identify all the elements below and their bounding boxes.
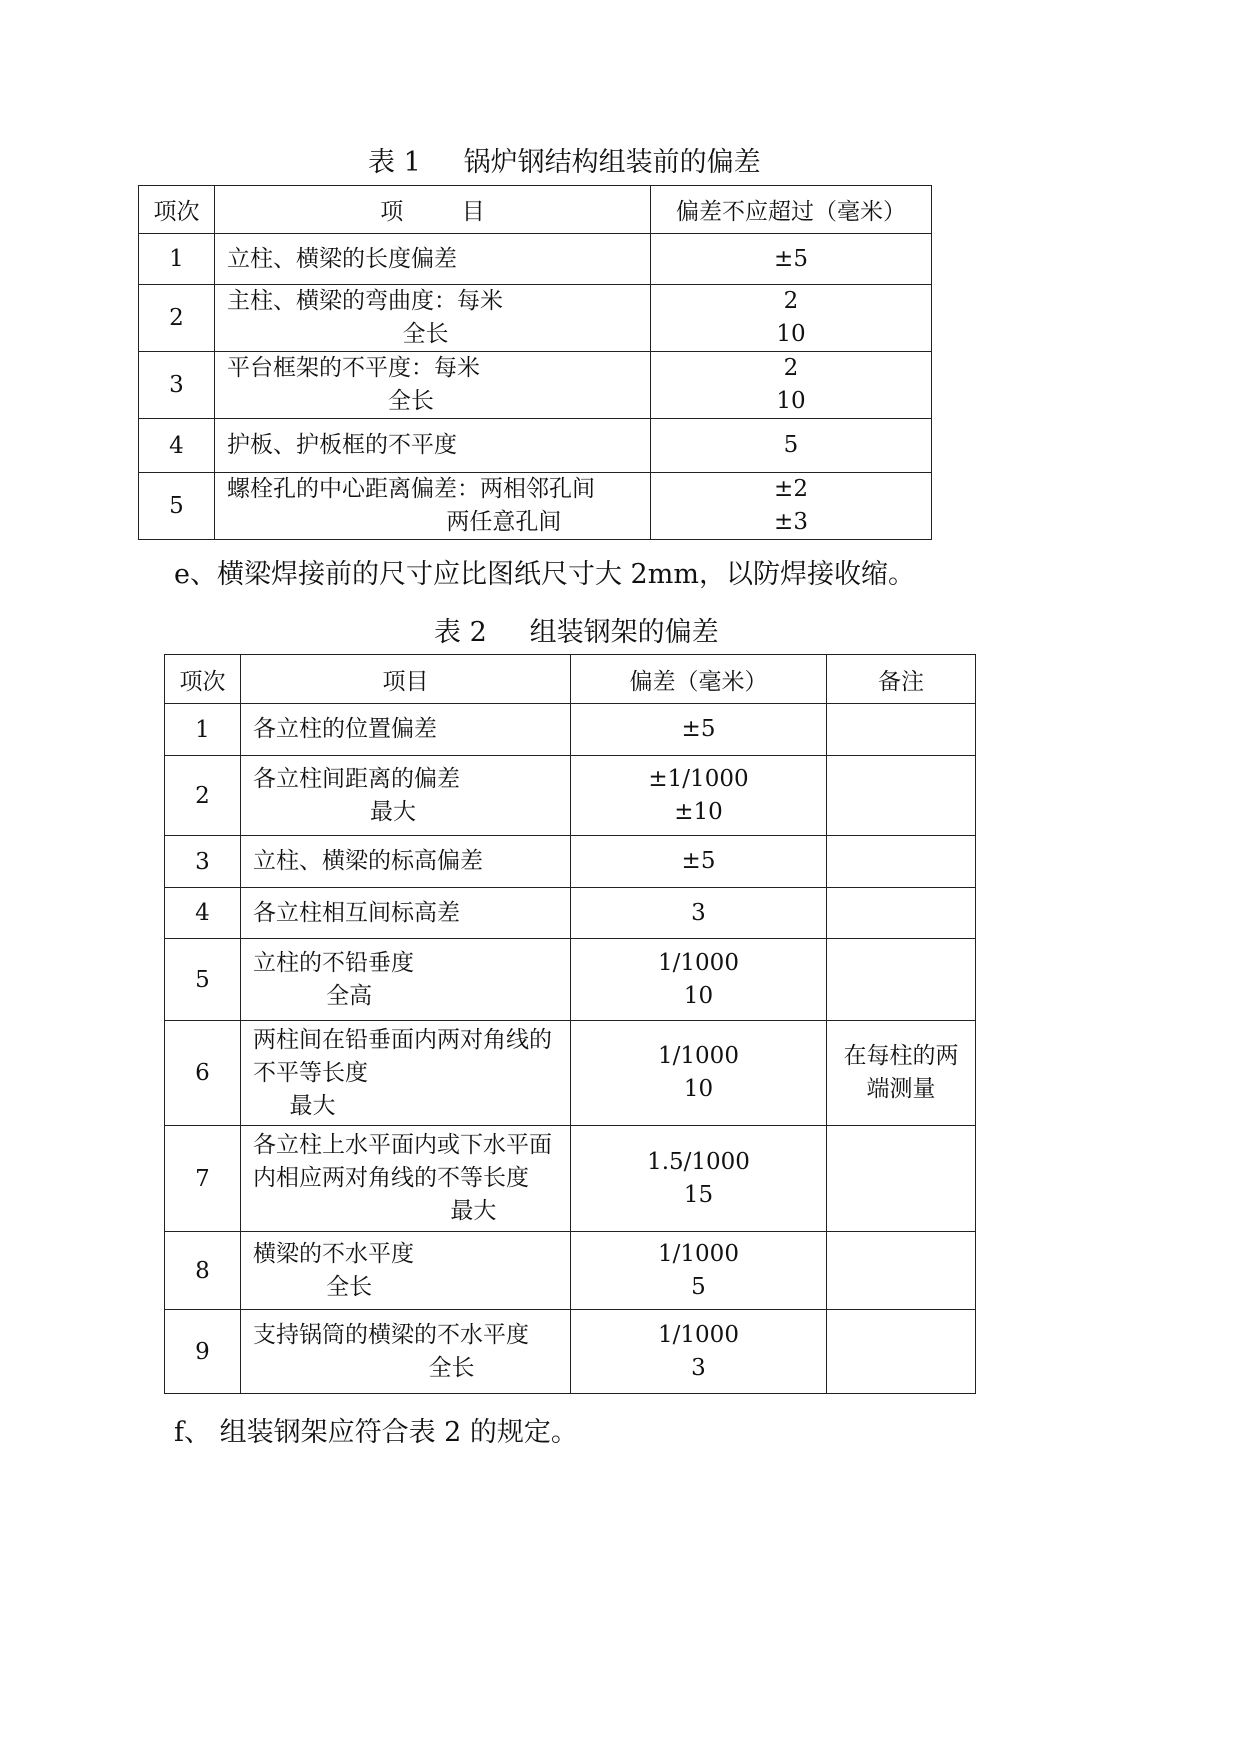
table1-row-number: 3 bbox=[139, 352, 215, 419]
table1-row-deviation bbox=[651, 285, 932, 352]
table2-row-deviation bbox=[571, 939, 827, 1021]
table2-row-note-line: 在每柱的两 bbox=[843, 1043, 959, 1069]
table2-caption: 表 2 组装钢架的偏差 bbox=[434, 617, 719, 648]
table1-header-no: 项次 bbox=[139, 186, 215, 234]
table2-row-deviation-line: ±10 bbox=[674, 798, 723, 825]
table2-row-deviation bbox=[571, 888, 827, 939]
table2-row bbox=[165, 1021, 976, 1126]
table1-row-deviation bbox=[651, 473, 932, 540]
table2-row bbox=[165, 939, 976, 1021]
table2-row-item-line: 内相应两对角线的不等长度 bbox=[253, 1165, 529, 1191]
table1-row-deviation-line: 5 bbox=[783, 432, 799, 458]
table2-row-item-line: 全高 bbox=[253, 982, 373, 1009]
table2-row bbox=[165, 1232, 976, 1310]
table2-row-number: 3 bbox=[165, 836, 241, 888]
table2-row-deviation-line: ±5 bbox=[681, 716, 716, 742]
table1-row-deviation bbox=[651, 352, 932, 419]
table2-row-deviation-line: 1/1000 bbox=[658, 1240, 739, 1267]
table2-row bbox=[165, 836, 976, 888]
table2-header-note: 备注 bbox=[827, 655, 976, 704]
table2-row-number: 8 bbox=[165, 1232, 241, 1310]
table1-row-item-line: 两任意孔间 bbox=[227, 509, 562, 535]
table1-row-number: 2 bbox=[139, 285, 215, 352]
table2-row-item bbox=[241, 1232, 571, 1310]
table2-row-item-line: 最大 bbox=[253, 1198, 497, 1224]
table2-row-deviation-line: 5 bbox=[691, 1273, 706, 1300]
table2-row-deviation-line: ±5 bbox=[681, 848, 716, 874]
table2 bbox=[164, 654, 976, 1394]
table2-row-item-line: 各立柱间距离的偏差 bbox=[253, 765, 460, 792]
table2-row-note bbox=[827, 756, 976, 836]
table2-row-number: 9 bbox=[165, 1310, 241, 1394]
table2-row-note bbox=[827, 888, 976, 939]
table2-row-number: 6 bbox=[165, 1021, 241, 1126]
table2-row-deviation-line: 10 bbox=[683, 982, 714, 1009]
table1-row-number: 5 bbox=[139, 473, 215, 540]
table2-row-note bbox=[827, 836, 976, 888]
table1-row-item-line: 立柱、横梁的长度偏差 bbox=[227, 245, 457, 272]
table2-row-item-line: 最大 bbox=[253, 798, 416, 825]
table1-row-deviation-line: 10 bbox=[776, 388, 806, 414]
table1-row-deviation-line: 2 bbox=[783, 355, 799, 381]
table2-row-item-line: 不平等长度 bbox=[253, 1059, 368, 1086]
table2-row-item bbox=[241, 756, 571, 836]
table2-row-item-line: 各立柱相互间标高差 bbox=[253, 899, 460, 926]
table2-row-item-line: 最大 bbox=[253, 1092, 336, 1119]
table1-row-deviation-line: ±3 bbox=[774, 509, 808, 535]
table1-row-item-line: 护板、护板框的不平度 bbox=[227, 432, 457, 458]
table2-row-note bbox=[827, 1126, 976, 1232]
table1-row-item bbox=[215, 419, 651, 473]
table1-row-item bbox=[215, 285, 651, 352]
table1 bbox=[138, 185, 932, 540]
table2-row-item-line: 各立柱的位置偏差 bbox=[253, 716, 437, 742]
table2-row bbox=[165, 704, 976, 756]
table1-row-item bbox=[215, 352, 651, 419]
table2-row-deviation-line: 15 bbox=[683, 1181, 714, 1208]
table2-row-item bbox=[241, 888, 571, 939]
table2-header-item: 项目 bbox=[241, 655, 571, 704]
table1-caption: 表 1 锅炉钢结构组装前的偏差 bbox=[368, 147, 761, 178]
table2-row-item-line: 全长 bbox=[253, 1354, 475, 1381]
table2-row-item-line: 支持锅筒的横梁的不水平度 bbox=[253, 1321, 529, 1348]
table2-row-item-line: 立柱的不铅垂度 bbox=[253, 949, 414, 976]
table2-row-number: 7 bbox=[165, 1126, 241, 1232]
table2-row-note bbox=[827, 1021, 976, 1126]
table2-header-row bbox=[165, 655, 976, 704]
table1-row-item bbox=[215, 473, 651, 540]
table2-row-note bbox=[827, 1310, 976, 1394]
table1-row bbox=[139, 473, 932, 540]
table2-body bbox=[165, 655, 976, 1394]
table1-row-item bbox=[215, 234, 651, 285]
table2-row bbox=[165, 1126, 976, 1232]
table1-row bbox=[139, 285, 932, 352]
table2-row bbox=[165, 756, 976, 836]
table2-row-note bbox=[827, 704, 976, 756]
table2-row-number: 2 bbox=[165, 756, 241, 836]
table2-row-item bbox=[241, 1310, 571, 1394]
table2-row-deviation-line: ±1/1000 bbox=[648, 765, 749, 792]
table1-row-item-line: 全长 bbox=[227, 388, 434, 414]
table2-row-number: 1 bbox=[165, 704, 241, 756]
table2-header-dev: 偏差（毫米） bbox=[571, 655, 827, 704]
table2-row-deviation bbox=[571, 1021, 827, 1126]
table1-header-row bbox=[139, 186, 932, 234]
table2-row-item bbox=[241, 939, 571, 1021]
table2-row-item bbox=[241, 836, 571, 888]
table2-row-deviation-line: 1/1000 bbox=[658, 949, 739, 976]
table2-row-deviation bbox=[571, 836, 827, 888]
table1-header-item: 项 目 bbox=[215, 186, 651, 234]
table2-row-item bbox=[241, 1126, 571, 1232]
table2-row-number: 5 bbox=[165, 939, 241, 1021]
table2-row-deviation bbox=[571, 1310, 827, 1394]
table1-row-deviation-line: 10 bbox=[776, 321, 806, 347]
table1-body bbox=[139, 186, 932, 540]
table2-row bbox=[165, 1310, 976, 1394]
table2-row-note bbox=[827, 939, 976, 1021]
paragraph-e: e、横梁焊接前的尺寸应比图纸尺寸大 2mm，以防焊接收缩。 bbox=[174, 559, 915, 590]
table2-row-deviation bbox=[571, 1232, 827, 1310]
table2-row-deviation-line: 1/1000 bbox=[658, 1043, 739, 1069]
table2-row-item-line: 两柱间在铅垂面内两对角线的 bbox=[253, 1026, 552, 1053]
table2-row-note bbox=[827, 1232, 976, 1310]
table2-row-deviation-line: 3 bbox=[691, 899, 706, 926]
table2-row-item-line: 立柱、横梁的标高偏差 bbox=[253, 848, 483, 874]
table2-row-deviation bbox=[571, 756, 827, 836]
table2-row-item-line: 横梁的不水平度 bbox=[253, 1240, 414, 1267]
table1-row-deviation-line: 2 bbox=[783, 288, 799, 314]
table1-row-item-line: 平台框架的不平度：每米 bbox=[227, 355, 480, 381]
table2-row-number: 4 bbox=[165, 888, 241, 939]
table1-header-dev: 偏差不应超过（毫米） bbox=[651, 186, 932, 234]
table1-row-deviation bbox=[651, 234, 932, 285]
table2-row-item bbox=[241, 704, 571, 756]
table2-row-deviation bbox=[571, 1126, 827, 1232]
table2-row-item-line: 全长 bbox=[253, 1273, 373, 1300]
table1-row-item-line: 主柱、横梁的弯曲度：每米 bbox=[227, 288, 503, 314]
table2-row-item-line: 各立柱上水平面内或下水平面 bbox=[253, 1132, 552, 1158]
table1-row bbox=[139, 352, 932, 419]
table1-row-number: 4 bbox=[139, 419, 215, 473]
table2-row-deviation-line: 1/1000 bbox=[658, 1321, 739, 1348]
table1-row bbox=[139, 419, 932, 473]
table2-row-deviation-line: 10 bbox=[683, 1076, 714, 1102]
table2-row-deviation bbox=[571, 704, 827, 756]
table2-header-no: 项次 bbox=[165, 655, 241, 704]
table2-row-note-line: 端测量 bbox=[866, 1076, 936, 1102]
table1-row-number: 1 bbox=[139, 234, 215, 285]
table2-row-item bbox=[241, 1021, 571, 1126]
table1-row bbox=[139, 234, 932, 285]
table1-row-item-line: 螺栓孔的中心距离偏差：两相邻孔间 bbox=[227, 476, 595, 502]
table2-row-deviation-line: 1.5/1000 bbox=[647, 1148, 750, 1175]
table1-row-deviation-line: ±2 bbox=[774, 476, 808, 502]
table1-row-deviation bbox=[651, 419, 932, 473]
table1-row-deviation-line: ±5 bbox=[774, 245, 808, 272]
table1-row-item-line: 全长 bbox=[227, 321, 449, 347]
table2-row bbox=[165, 888, 976, 939]
paragraph-f: f、 组装钢架应符合表 2 的规定。 bbox=[174, 1417, 578, 1448]
table2-row-deviation-line: 3 bbox=[691, 1354, 706, 1381]
